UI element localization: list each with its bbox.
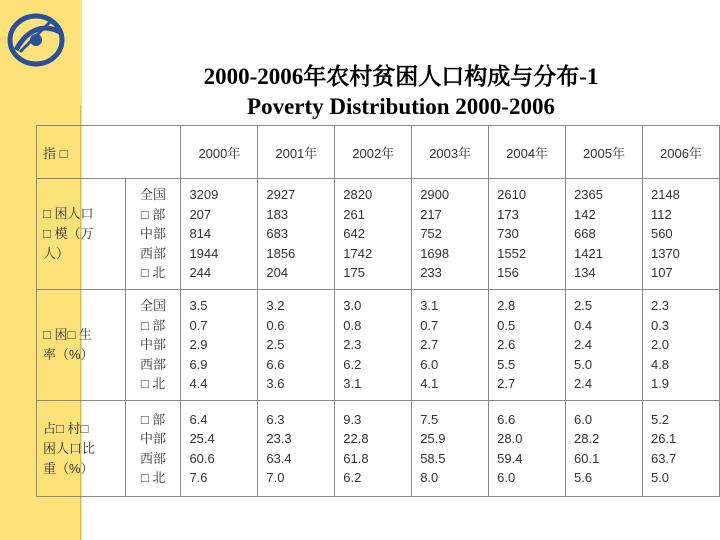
region-list: 全国 □ 部 中部 西部 □ 北 <box>125 290 181 401</box>
header-row <box>37 126 720 179</box>
table-row <box>37 290 720 401</box>
logo-icon <box>6 8 70 72</box>
year-header: 2005年 <box>566 126 643 179</box>
data-cell: 2900 217 752 1698 233 <box>412 179 489 290</box>
poverty-table <box>36 125 720 497</box>
data-cell: 7.5 25.9 58.5 8.0 <box>412 401 489 497</box>
data-cell: 2.5 0.4 2.4 5.0 2.4 <box>566 290 643 401</box>
year-header: 2000年 <box>181 126 258 179</box>
data-cell: 6.4 25.4 60.6 7.6 <box>181 401 258 497</box>
data-cell: 2.8 0.5 2.6 5.5 2.7 <box>489 290 566 401</box>
data-cell: 6.6 28.0 59.4 6.0 <box>489 401 566 497</box>
data-cell: 2610 173 730 1552 156 <box>489 179 566 290</box>
group-label: □ 困人口 □ 模（万 人） <box>37 179 126 290</box>
data-cell: 2820 261 642 1742 175 <box>335 179 412 290</box>
data-cell: 6.0 28.2 60.1 5.6 <box>566 401 643 497</box>
data-cell: 2.3 0.3 2.0 4.8 1.9 <box>642 290 719 401</box>
table-row <box>37 179 720 290</box>
year-header: 2001年 <box>258 126 335 179</box>
data-cell: 3.5 0.7 2.9 6.9 4.4 <box>181 290 258 401</box>
data-cell: 6.3 23.3 63.4 7.0 <box>258 401 335 497</box>
title-line-1: 2000-2006年农村贫困人口构成与分布-1 <box>203 64 599 89</box>
slide-title <box>82 62 720 122</box>
data-cell: 3.0 0.8 2.3 6.2 3.1 <box>335 290 412 401</box>
data-cell: 2148 112 560 1370 107 <box>642 179 719 290</box>
region-list: 全国 □ 部 中部 西部 □ 北 <box>125 179 181 290</box>
year-header: 2002年 <box>335 126 412 179</box>
group-label: □ 困□ 生 率（%） <box>37 290 126 401</box>
year-header: 2003年 <box>412 126 489 179</box>
data-cell: 9.3 22.8 61.8 6.2 <box>335 401 412 497</box>
data-cell: 3.1 0.7 2.7 6.0 4.1 <box>412 290 489 401</box>
year-header: 2006年 <box>642 126 719 179</box>
data-cell: 3209 207 814 1944 244 <box>181 179 258 290</box>
region-list: □ 部 中部 西部 □ 北 <box>125 401 181 497</box>
title-line-2: Poverty Distribution 2000-2006 <box>247 94 555 119</box>
year-header: 2004年 <box>489 126 566 179</box>
data-cell: 2365 142 668 1421 134 <box>566 179 643 290</box>
table-row <box>37 401 720 497</box>
data-cell: 3.2 0.6 2.5 6.6 3.6 <box>258 290 335 401</box>
data-cell: 2927 183 683 1856 204 <box>258 179 335 290</box>
header-indicator: 指 □ <box>37 126 181 179</box>
group-label: 占□ 村□ 困人口比 重（%） <box>37 401 126 497</box>
data-cell: 5.2 26.1 63.7 5.0 <box>642 401 719 497</box>
